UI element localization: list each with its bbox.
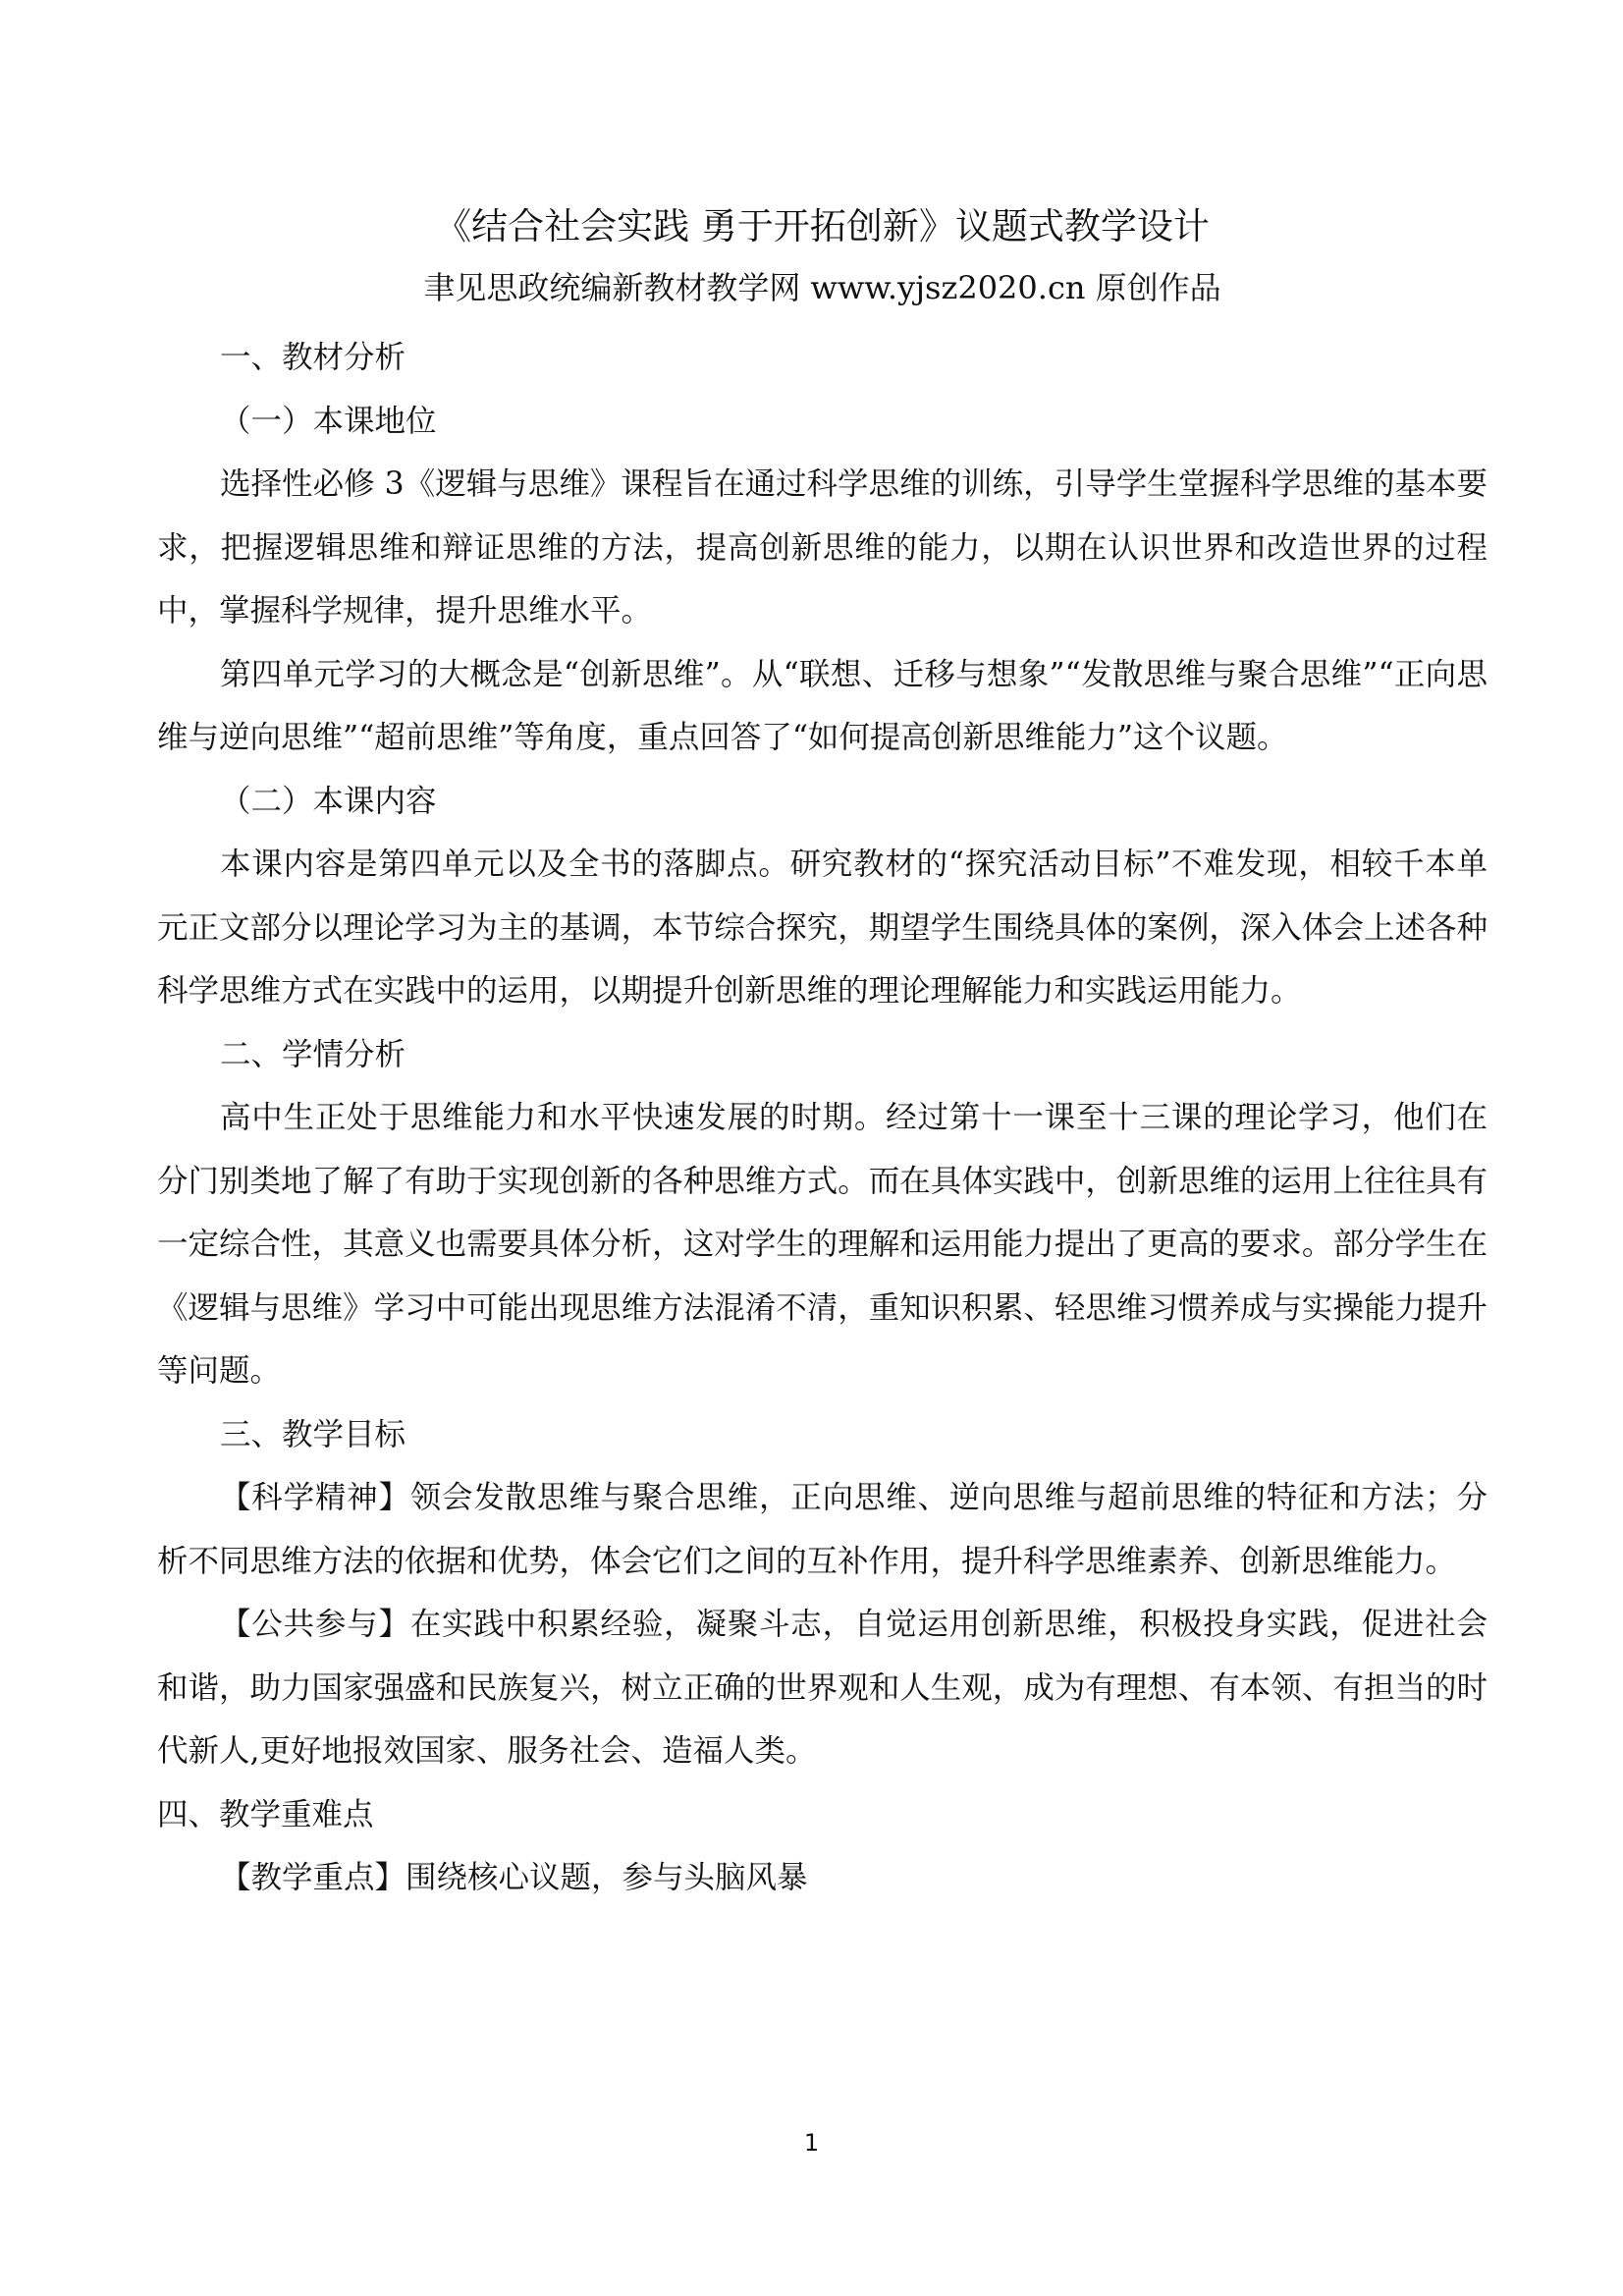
- paragraph-goal-scientific-spirit: [157, 1466, 1488, 1593]
- document-subtitle: 聿见思政统编新教材教学网 www.yjsz2020.cn 原创作品: [423, 269, 1221, 306]
- key-point-tag: 【教学重点】: [220, 1860, 406, 1895]
- goal-text-scientific-spirit: 领会发散思维与聚合思维，正向思维、逆向思维与超前思维的特征和方法；分析不同思维方法的依据和优势，体会它们之间的互补作用，提升科学思维素养、创新思维能力。: [157, 1480, 1488, 1579]
- document-title: 《结合社会实践 勇于开拓创新》议题式教学设计: [435, 205, 1210, 247]
- section-heading-teaching-goals: 三、教学目标: [220, 1416, 406, 1452]
- section-heading-textbook-analysis: 一、教材分析: [220, 340, 406, 375]
- paragraph-course-position: 选择性必修 3《逻辑与思维》课程旨在通过科学思维的训练，引导学生堂握科学思维的基本要求，把握逻辑思维和辩证思维的方法，提高创新思维的能力，以期在认识世界和改造世界的过程中，掌握科学规律，提升思维水平。: [157, 466, 1488, 629]
- key-point-text: 围绕核心议题，参与头脑风暴: [406, 1860, 808, 1895]
- goal-text-public-participation: 在实践中积累经验，凝聚斗志，自觉运用创新思维，积极投身实践，促进社会和谐，助力国家强盛和民族复兴，树立正确的世界观和人生观，成为有理想、有本领、有担当的时代新人,更好地报效国家、服务社会、造福人类。: [157, 1607, 1488, 1769]
- section-heading-learner-analysis: 二、学情分析: [220, 1036, 406, 1072]
- document-body: [157, 196, 1488, 1910]
- paragraph-key-point: [157, 1846, 1488, 1910]
- paragraph-learner-analysis: 高中生正处于思维能力和水平快速发展的时期。经过第十一课至十三课的理论学习，他们在分门别类地了解了有助于实现创新的各种思维方式。而在具体实践中，创新思维的运用上往往具有一定综合性，其意义也需要具体分析，这对学生的理解和运用能力提出了更高的要求。部分学生在《逻辑与思维》学习中可能出现思维方法混淆不清，重知识积累、轻思维习惯养成与实操能力提升等问题。: [157, 1100, 1488, 1389]
- page-number: 1: [803, 2129, 820, 2157]
- goal-tag-public-participation: 【公共参与】: [220, 1607, 410, 1642]
- subsection-heading-course-content: （二）本课内容: [220, 783, 437, 819]
- section-heading-key-points: 四、教学重难点: [157, 1796, 374, 1832]
- paragraph-goal-public-participation: [157, 1593, 1488, 1783]
- subsection-heading-course-position: （一）本课地位: [220, 403, 437, 439]
- goal-tag-scientific-spirit: 【科学精神】: [220, 1480, 410, 1515]
- paragraph-unit-concept: 第四单元学习的大概念是“创新思维”。从“联想、迁移与想象”“发散思维与聚合思维”“正向思维与逆向思维”“超前思维”等角度，重点回答了“如何提高创新思维能力”这个议题。: [157, 656, 1488, 755]
- paragraph-course-content: 本课内容是第四单元以及全书的落脚点。研究教材的“探究活动目标”不难发现，相较千本单元正文部分以理论学习为主的基调，本节综合探究，期望学生围绕具体的案例，深入体会上述各种科学思维方式在实践中的运用，以期提升创新思维的理论理解能力和实践运用能力。: [157, 847, 1488, 1009]
